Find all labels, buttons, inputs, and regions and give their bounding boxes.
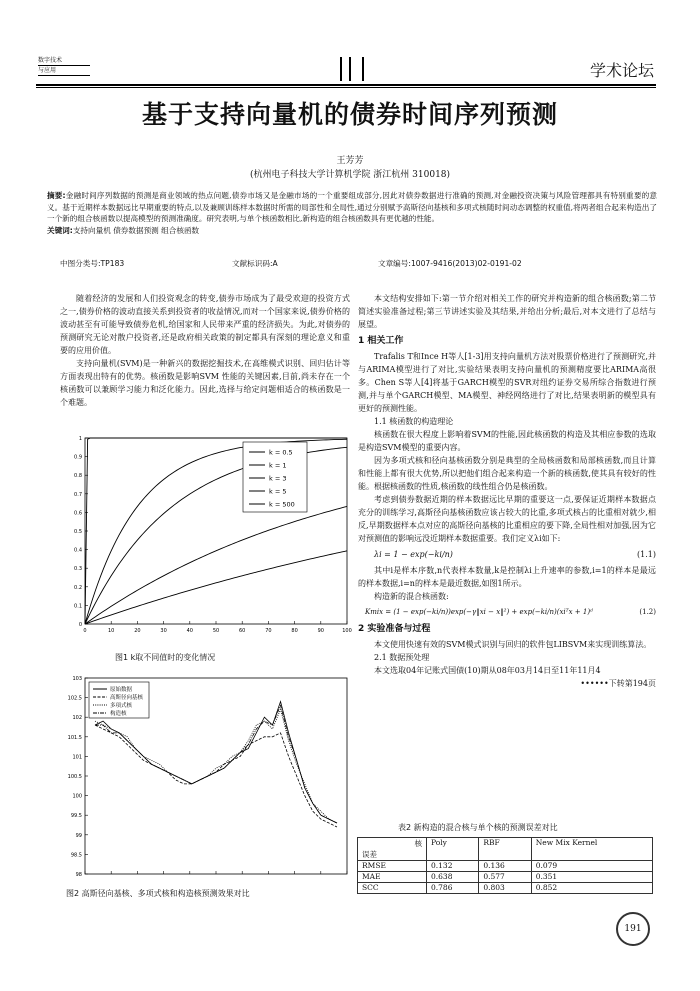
paragraph: 因为多项式核和径向基核函数分别是典型的全局核函数和局部核函数,而且计算和性能上都有很大优势,所以把他们组合起来构造一个新的核函数,使其具有较好的性能。根据核函数的性质,核函数的线性组合仍是核函数。 <box>358 456 656 491</box>
legend-label: 高斯径向基核 <box>110 695 144 701</box>
series-line-2 <box>95 725 337 827</box>
equation-2: Kmix = (1 − exp(−ki/n))exp(−γ‖xi − x‖²) + exp(−ki/n)(xiᵀx + 1)ᵈ (1.2) <box>365 608 656 616</box>
x-tick-label: 90 <box>317 628 324 634</box>
x-tick-label: 10 <box>108 628 115 634</box>
x-tick-label: 0 <box>83 628 87 634</box>
series-line-1 <box>95 702 337 824</box>
y-tick-label: 0.7 <box>74 491 82 498</box>
y-tick-label: 0.9 <box>74 454 82 461</box>
table-2 <box>357 837 653 894</box>
abstract-label: 摘要: <box>47 191 66 200</box>
header-rule-thin <box>36 87 656 88</box>
y-tick-label: 103 <box>72 676 82 682</box>
journal-name-bottom: 与应用 <box>38 66 90 76</box>
section-label: 学术论坛 <box>589 61 654 80</box>
y-tick-label: 0.6 <box>74 510 82 517</box>
y-tick-label: 100.5 <box>67 774 82 780</box>
y-tick-label: 101 <box>72 754 82 761</box>
affiliation: (杭州电子科技大学计算机学院 浙江杭州 310018) <box>249 170 451 180</box>
document-code: 文献标识码:A <box>232 259 278 268</box>
paper-title: 基于支持向量机的债券时间序列预测 <box>141 100 558 129</box>
keywords: 支持向量机 债券数据预测 组合核函数 <box>72 225 200 235</box>
figure-2-chart <box>55 672 355 887</box>
table-header-cell: RBF <box>479 838 531 861</box>
paragraph: 构造新的混合核函数: <box>374 592 449 601</box>
y-tick-label: 99.5 <box>70 813 82 820</box>
table-row: SCC 0.786 0.803 0.852 <box>358 883 653 894</box>
paragraph: 随着经济的发展和人们投资观念的转变,债券市场成为了最受欢迎的投资方式之一,债券价格的波动直接关系到投资者的收益情况,而对一个国家来说,债券价格的波动甚至有可能导致债券危机,给国家和人民带来严重的经济损失。为此,对债券的预测研究无论对散户投资者,还是政府相关政策的制定都具有深刻的理论意义和重要的应用价值。 <box>60 294 350 355</box>
figure-1-chart <box>55 432 355 640</box>
legend-label: 原始数据 <box>110 687 133 693</box>
article-number: 文章编号:1007-9416(2013)02-0191-02 <box>378 259 522 268</box>
header-rule <box>36 84 656 86</box>
table-row: MAE 0.638 0.577 0.351 <box>358 872 653 883</box>
series-line-k-3 <box>85 447 347 624</box>
section-heading: 2 实验准备与过程 <box>358 624 431 634</box>
legend-label: k = 500 <box>269 500 295 509</box>
paragraph: 核函数在很大程度上影响着SVM的性能,因此核函数的构造及其相应参数的选取是构造SVM模型的重要内容。 <box>358 430 656 452</box>
left-column <box>60 292 350 409</box>
table-row: RMSE 0.132 0.136 0.079 <box>358 861 653 872</box>
y-tick-label: 98 <box>75 872 82 878</box>
x-tick-label: 30 <box>160 628 167 634</box>
figure-2-caption: 图2 高斯径向基核、多项式核和构造核预测效果对比 <box>66 889 250 898</box>
paragraph: 支持向量机(SVM)是一种新兴的数据挖掘技术,在高维模式识别、回归估计等方面表现出特有的优势。核函数是影响SVM 性能的关键因素,目前,尚未存在一个核函数可以兼顾学习能力和泛化能力。因此,选择与给定问题相适合的核函数是一个难题。 <box>60 359 350 407</box>
section-heading: 1 相关工作 <box>358 336 404 346</box>
paragraph: 本文使用快速有效的SVM模式识别与回归的软件包LIBSVM来实现训练算法。 <box>374 640 652 649</box>
y-tick-label: 0.2 <box>74 584 82 591</box>
table-2-title: 表2 新构造的混合核与单个核的预测误差对比 <box>398 823 558 832</box>
table-header-cell: New Mix Kernel <box>531 838 652 861</box>
journal-name-top: 数字技术 <box>38 56 90 66</box>
y-tick-label: 0.1 <box>74 603 82 610</box>
plot-frame <box>85 438 347 624</box>
table-corner-cell: 核 误差 <box>358 838 427 861</box>
paragraph: 其中i是样本序数,n代表样本数量,k是控制λi上升速率的参数,i=1的样本是最远的样本数据,i=n的样本是最近数据,如图1所示。 <box>358 566 656 588</box>
y-tick-label: 0.8 <box>74 473 82 480</box>
paragraph: 本文选取04年记账式国债(10)期从08年03月14日至11年11月4 <box>374 666 601 675</box>
equation-1: λi = 1 − exp(−ki/n) (1.1) <box>374 550 656 559</box>
x-tick-label: 20 <box>134 628 141 634</box>
abstract <box>47 190 657 236</box>
y-tick-label: 102 <box>72 715 82 722</box>
subsection-heading: 2.1 数据预处理 <box>374 653 430 662</box>
x-tick-label: 100 <box>342 628 352 634</box>
figure-1-caption: 图1 k取不同值时的变化情况 <box>115 653 216 662</box>
table-header-cell: Poly <box>427 838 479 861</box>
journal-logo <box>38 56 90 76</box>
paragraph: 考虑到债券数据近期的样本数据远比早期的重要这一点,要保证近期样本数据点充分的训练学习,高斯径向基核函数应该占较大的比重,多项式核占的比重相对就少,相反,早期数据样本点对应的高斯径向基核的比重相应的要下降,全局性相对加强,因为它对预测值的影响远没近期样本数据重要。我们定义λi如下: <box>358 495 656 543</box>
series-line-k-5 <box>85 439 347 624</box>
legend-label: k = 5 <box>269 487 287 496</box>
x-tick-label: 70 <box>265 628 272 634</box>
y-tick-label: 0.3 <box>74 566 82 573</box>
x-tick-label: 40 <box>186 628 193 634</box>
y-tick-label: 101.5 <box>67 734 82 741</box>
legend-label: 构造核 <box>110 711 127 717</box>
continued-note: ••••••下转第194页 <box>580 679 656 688</box>
abstract-text: 金融时间序列数据的预测是商业领域的热点问题,债券市场又是金融市场的一个重要组成部分,因此对债券数据进行准确的预测,对金融投资决策与风险管理都具有特别重要的意义。基于近期样本数据远比早期重要的特点,以及兼顾训练样本数据时所需的局部性和全局性,通过分别赋予高斯径向基核和多项式核随时间动态调整的权重值,将两者组合起来构造出了一个新的组合核函数以提高模型的预测准确度。研究表明,与单个核函数相比,新构造的组合核函数具有更优越的性能。 <box>47 191 657 223</box>
series-line-k-1 <box>85 506 347 624</box>
x-tick-label: 60 <box>239 628 246 634</box>
keywords-label: 关键词: <box>47 225 73 235</box>
page-number-badge: 191 <box>616 912 650 946</box>
y-tick-label: 102.5 <box>67 695 82 702</box>
clc-number: 中图分类号:TP183 <box>60 259 125 268</box>
y-tick-label: 100 <box>72 793 82 800</box>
paragraph: Trafalis T和Ince H等人[1-3]用支持向量机方法对股票价格进行了预测研究,并与ARIMA模型进行了对比,实验结果表明支持向量机的预测精度要比ARIMA高很多。Chen S等人[4]将基于GARCH模型的SVR对纽约证券交易所综合指数进行预测,并与单个GARCH模型、MA模型、神经网络进行了对比,结果表明新的模型具有更好的预测性能。 <box>358 352 656 413</box>
y-tick-label: 0.5 <box>74 529 82 535</box>
author: 王芳芳 <box>336 156 364 166</box>
legend-label: k = 1 <box>269 461 287 470</box>
y-tick-label: 98.5 <box>70 852 82 859</box>
series-line-k-0-5 <box>85 551 347 624</box>
legend-label: k = 0.5 <box>269 448 293 457</box>
table-header-row <box>358 838 653 861</box>
header-bars-decoration <box>340 57 364 81</box>
legend-label: 多项式核 <box>110 703 133 709</box>
y-tick-label: 0 <box>78 622 82 628</box>
series-line-k-500 <box>85 438 347 624</box>
series-line-3 <box>95 709 337 823</box>
x-tick-label: 50 <box>212 628 220 634</box>
y-tick-label: 0.4 <box>74 547 82 554</box>
x-tick-label: 80 <box>291 628 298 634</box>
legend-label: k = 3 <box>269 474 287 483</box>
right-column <box>358 292 656 690</box>
series-line-4 <box>95 705 337 823</box>
y-tick-label: 99 <box>75 832 82 839</box>
y-tick-label: 1 <box>78 436 82 442</box>
paragraph: 本文结构安排如下:第一节介绍对相关工作的研究并构造新的组合核函数;第二节简述实验准备过程;第三节讲述实验及其结果,并给出分析;最后,对本文进行了总结与展望。 <box>358 294 656 329</box>
subsection-heading: 1.1 核函数的构造理论 <box>374 417 454 426</box>
